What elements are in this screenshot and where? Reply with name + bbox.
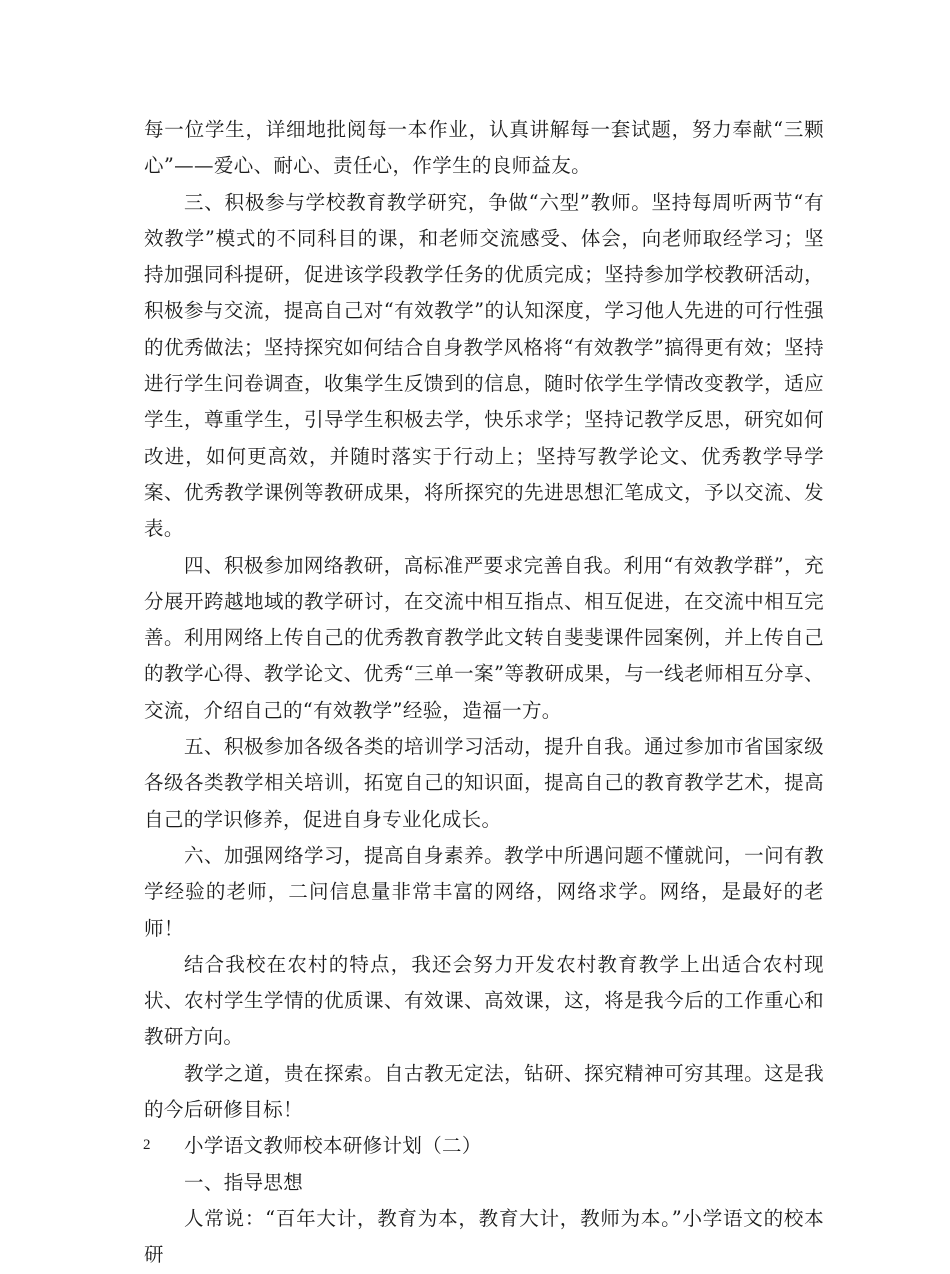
paragraph-conclusion: 教学之道，贵在探索。自古教无定法，钻研、探究精神可穷其理。这是我的今后研修目标！: [144, 1061, 824, 1122]
paragraph-guiding-thought: 人常说：“百年大计，教育为本，教育大计，教师为本。”小学语文的校本研: [144, 1206, 824, 1267]
paragraph-section-four: 四、积极参加网络教研，高标准严要求完善自我。利用“有效教学群”，充分展开跨越地域的教学研讨，在交流中相互指点、相互促进，在交流中相互完善。利用网络上传自己的优秀教育教学此文转自斐斐课件园案例，并上传自己的教学心得、教学论文、优秀“三单一案”等教研成果，与一线老师相互分享、交流，介绍自己的“有效教学”经验，造福一方。: [144, 553, 824, 722]
paragraph-section-five: 五、积极参加各级各类的培训学习活动，提升自我。通过参加市省国家级各级各类教学相关培训，拓宽自己的知识面，提高自己的教育教学艺术，提高自己的学识修养，促进自身专业化成长。: [144, 735, 824, 831]
paragraph-section-three: 三、积极参与学校教育教学研究，争做“六型”教师。坚持每周听两节“有效教学”模式的不同科目的课，和老师交流感受、体会，向老师取经学习；坚持加强同科提研，促进该学段教学任务的优质完成；坚持参加学校教研活动，积极参与交流，提高自己对“有效教学”的认知深度，学习他人先进的可行性强的优秀做法；坚持探究如何结合自身教学风格将“有效教学”搞得更有效；坚持进行学生问卷调查，收集学生反馈到的信息，随时依学生学情改变教学，适应学生，尊重学生，引导学生积极去学，快乐求学；坚持记教学反思，研究如何改进，如何更高效，并随时落实于行动上；坚持写教学论文、优秀教学导学案、优秀教学课例等教研成果，将所探究的先进思想汇笔成文，予以交流、发表。: [144, 190, 824, 541]
section-heading-guiding-thought: 一、指导思想: [184, 1170, 304, 1194]
body-text: [144, 112, 824, 1274]
paragraph-rural-plan: 结合我校在农村的特点，我还会努力开发农村教育教学上出适合农村现状、农村学生学情的优质课、有效课、高效课，这，将是我今后的工作重心和教研方向。: [144, 952, 824, 1049]
paragraph-section-six: 六、加强网络学习，提高自身素养。教学中所遇问题不懂就问，一问有教学经验的老师，二问信息量非常丰富的网络，网络求学。网络，是最好的老师！: [144, 843, 824, 940]
page-number: 2: [143, 1137, 151, 1153]
paragraph-continuation: 每一位学生，详细地批阅每一本作业，认真讲解每一套试题，努力奉献“三颗心”——爱心、耐心、责任心，作学生的良师益友。: [144, 118, 824, 178]
section-title: 小学语文教师校本研修计划（二）: [184, 1134, 482, 1158]
